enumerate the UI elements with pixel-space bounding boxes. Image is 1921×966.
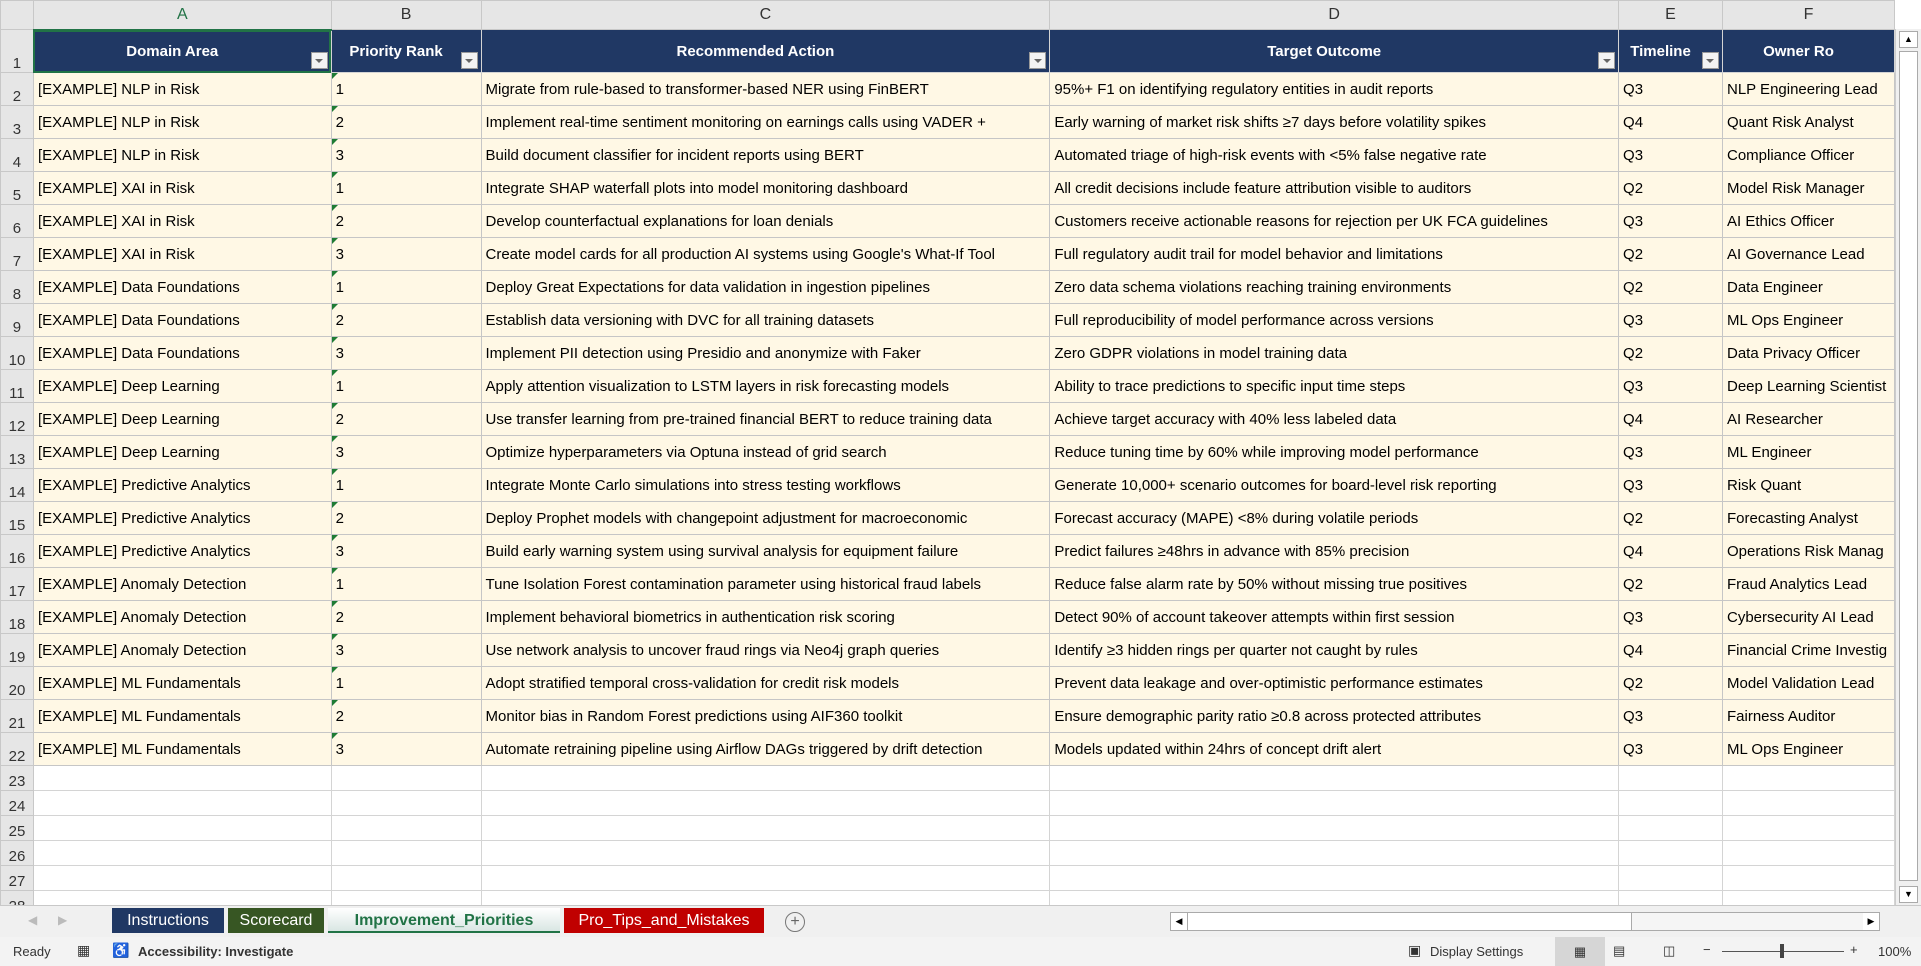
row-header[interactable]: 13: [1, 436, 34, 469]
cell-owner-role[interactable]: Model Risk Manager: [1722, 172, 1894, 205]
cell-timeline[interactable]: Q4: [1619, 403, 1723, 436]
table-row: [1, 469, 1895, 502]
cell-domain-area[interactable]: [EXAMPLE] ML Fundamentals: [33, 733, 331, 766]
column-header-b[interactable]: B: [331, 1, 481, 30]
empty-cell[interactable]: [1619, 816, 1723, 841]
row-header[interactable]: 21: [1, 700, 34, 733]
cell-target-outcome[interactable]: Ability to trace predictions to specific input time steps: [1050, 370, 1619, 403]
cell-priority-rank[interactable]: 1: [331, 469, 481, 502]
empty-cell[interactable]: [481, 791, 1050, 816]
cell-target-outcome[interactable]: Forecast accuracy (MAPE) <8% during volatile periods: [1050, 502, 1619, 535]
empty-cell[interactable]: [1722, 816, 1894, 841]
cell-recommended-action[interactable]: Deploy Great Expectations for data validation in ingestion pipelines: [481, 271, 1050, 304]
row-header[interactable]: 12: [1, 403, 34, 436]
empty-cell[interactable]: [1722, 866, 1894, 891]
cell-recommended-action[interactable]: Migrate from rule-based to transformer-based NER using FinBERT: [481, 73, 1050, 106]
row-header[interactable]: 1: [1, 30, 34, 73]
empty-cell[interactable]: [1722, 791, 1894, 816]
cell-domain-area[interactable]: [EXAMPLE] Anomaly Detection: [33, 568, 331, 601]
table-row: [1, 304, 1895, 337]
cell-owner-role[interactable]: NLP Engineering Lead: [1722, 73, 1894, 106]
cell-owner-role[interactable]: Fraud Analytics Lead: [1722, 568, 1894, 601]
cell-target-outcome[interactable]: Automated triage of high-risk events with <5% false negative rate: [1050, 139, 1619, 172]
status-ready: Ready: [13, 944, 51, 959]
cell-recommended-action[interactable]: Build document classifier for incident reports using BERT: [481, 139, 1050, 172]
filter-dropdown-icon[interactable]: [311, 52, 328, 69]
empty-cell[interactable]: [331, 791, 481, 816]
zoom-out-button[interactable]: −: [1703, 942, 1711, 957]
column-header-a[interactable]: A: [33, 1, 331, 30]
table-row: [1, 73, 1895, 106]
cell-recommended-action[interactable]: Tune Isolation Forest contamination parameter using historical fraud labels: [481, 568, 1050, 601]
cell-recommended-action[interactable]: Implement real-time sentiment monitoring on earnings calls using VADER +: [481, 106, 1050, 139]
empty-cell[interactable]: [481, 766, 1050, 791]
scroll-right-icon[interactable]: ▶: [1863, 913, 1879, 930]
table-row: [1, 139, 1895, 172]
row-header[interactable]: 2: [1, 73, 34, 106]
cell-recommended-action[interactable]: Optimize hyperparameters via Optuna instead of grid search: [481, 436, 1050, 469]
empty-cell[interactable]: [481, 841, 1050, 866]
cell-domain-area[interactable]: [EXAMPLE] XAI in Risk: [33, 172, 331, 205]
row-header[interactable]: 10: [1, 337, 34, 370]
sheet-tab-bar: [0, 905, 1921, 937]
zoom-level[interactable]: 100%: [1878, 944, 1912, 959]
table-row: [1, 700, 1895, 733]
empty-cell[interactable]: [1722, 841, 1894, 866]
cell-owner-role[interactable]: ML Ops Engineer: [1722, 304, 1894, 337]
cell-recommended-action[interactable]: Adopt stratified temporal cross-validation for credit risk models: [481, 667, 1050, 700]
cell-timeline[interactable]: Q2: [1619, 172, 1723, 205]
cell-owner-role[interactable]: Cybersecurity AI Lead: [1722, 601, 1894, 634]
cell-priority-rank[interactable]: 2: [331, 601, 481, 634]
empty-cell[interactable]: [1050, 791, 1619, 816]
table-row: [1, 238, 1895, 271]
scroll-thumb[interactable]: [1899, 51, 1918, 881]
cell-target-outcome[interactable]: Customers receive actionable reasons for rejection per UK FCA guidelines: [1050, 205, 1619, 238]
sheet-tab-pro-tips-and-mistakes[interactable]: Pro_Tips_and_Mistakes: [564, 908, 764, 933]
cell-owner-role[interactable]: Quant Risk Analyst: [1722, 106, 1894, 139]
accessibility-status[interactable]: Accessibility: Investigate: [138, 944, 294, 959]
header-label: Recommended Action: [676, 42, 835, 60]
header-label: Owner Ro: [1763, 42, 1834, 60]
table-row: [1, 370, 1895, 403]
zoom-slider-thumb[interactable]: [1780, 944, 1784, 958]
accessibility-icon[interactable]: ♿: [112, 942, 130, 958]
header-timeline[interactable]: [1619, 30, 1723, 73]
row-header[interactable]: 9: [1, 304, 34, 337]
table-row: [1, 733, 1895, 766]
vertical-scrollbar[interactable]: [1895, 29, 1921, 905]
status-bar: [0, 937, 1921, 966]
cell-timeline[interactable]: Q4: [1619, 634, 1723, 667]
cell-target-outcome[interactable]: Ensure demographic parity ratio ≥0.8 across protected attributes: [1050, 700, 1619, 733]
cell-priority-rank[interactable]: 3: [331, 634, 481, 667]
empty-cell[interactable]: [1050, 766, 1619, 791]
empty-cell[interactable]: [331, 766, 481, 791]
cell-domain-area[interactable]: [EXAMPLE] Deep Learning: [33, 403, 331, 436]
cell-timeline[interactable]: Q3: [1619, 139, 1723, 172]
empty-cell[interactable]: [33, 866, 331, 891]
cell-owner-role[interactable]: Data Engineer: [1722, 271, 1894, 304]
cell-domain-area[interactable]: [EXAMPLE] Anomaly Detection: [33, 601, 331, 634]
row-header[interactable]: 7: [1, 238, 34, 271]
cell-timeline[interactable]: Q4: [1619, 535, 1723, 568]
cell-owner-role[interactable]: Operations Risk Manag: [1722, 535, 1894, 568]
empty-cell[interactable]: [1619, 841, 1723, 866]
cell-domain-area[interactable]: [EXAMPLE] Data Foundations: [33, 304, 331, 337]
normal-view-icon[interactable]: ▦: [1555, 937, 1605, 966]
header-label: Timeline: [1630, 42, 1691, 60]
display-settings-button[interactable]: Display Settings: [1430, 944, 1524, 959]
sheet-tab-improvement-priorities[interactable]: Improvement_Priorities: [328, 908, 560, 933]
empty-row: [1, 816, 1895, 841]
empty-cell[interactable]: [33, 816, 331, 841]
table-row: [1, 502, 1895, 535]
horizontal-scrollbar[interactable]: [1170, 912, 1880, 931]
cell-owner-role[interactable]: Compliance Officer: [1722, 139, 1894, 172]
table-row: [1, 601, 1895, 634]
column-header-f[interactable]: F: [1722, 1, 1894, 30]
cell-recommended-action[interactable]: Integrate SHAP waterfall plots into model monitoring dashboard: [481, 172, 1050, 205]
row-header[interactable]: 5: [1, 172, 34, 205]
table-row: [1, 667, 1895, 700]
cell-target-outcome[interactable]: Full regulatory audit trail for model behavior and limitations: [1050, 238, 1619, 271]
cell-recommended-action[interactable]: Monitor bias in Random Forest predictions using AIF360 toolkit: [481, 700, 1050, 733]
cell-domain-area[interactable]: [EXAMPLE] XAI in Risk: [33, 205, 331, 238]
empty-cell[interactable]: [331, 816, 481, 841]
empty-cell[interactable]: [33, 841, 331, 866]
empty-cell[interactable]: [33, 766, 331, 791]
cell-domain-area[interactable]: [EXAMPLE] ML Fundamentals: [33, 700, 331, 733]
header-target-outcome[interactable]: [1050, 30, 1619, 73]
table-row: [1, 337, 1895, 370]
column-header-e[interactable]: E: [1619, 1, 1723, 30]
cell-timeline[interactable]: Q2: [1619, 667, 1723, 700]
column-header-d[interactable]: D: [1050, 1, 1619, 30]
page-layout-view-icon[interactable]: ▤: [1613, 943, 1626, 958]
row-header[interactable]: 18: [1, 601, 34, 634]
cell-owner-role[interactable]: Financial Crime Investig: [1722, 634, 1894, 667]
cell-domain-area[interactable]: [EXAMPLE] Data Foundations: [33, 271, 331, 304]
sheet-tab-instructions[interactable]: Instructions: [112, 908, 224, 933]
empty-cell[interactable]: [33, 791, 331, 816]
cell-owner-role[interactable]: Forecasting Analyst: [1722, 502, 1894, 535]
row-header[interactable]: 16: [1, 535, 34, 568]
filter-dropdown-icon[interactable]: [1702, 52, 1719, 69]
row-header[interactable]: 17: [1, 568, 34, 601]
table-row: [1, 106, 1895, 139]
cell-target-outcome[interactable]: Identify ≥3 hidden rings per quarter not caught by rules: [1050, 634, 1619, 667]
filter-dropdown-icon[interactable]: [1029, 52, 1046, 69]
cell-recommended-action[interactable]: Deploy Prophet models with changepoint adjustment for macroeconomic: [481, 502, 1050, 535]
table-row: [1, 172, 1895, 205]
header-label: Priority Rank: [349, 42, 443, 60]
select-all-corner[interactable]: [1, 1, 34, 30]
cell-priority-rank[interactable]: 3: [331, 139, 481, 172]
header-priority-rank[interactable]: [331, 30, 481, 73]
table-row: [1, 634, 1895, 667]
cell-domain-area[interactable]: [EXAMPLE] NLP in Risk: [33, 139, 331, 172]
cell-target-outcome[interactable]: Detect 90% of account takeover attempts within first session: [1050, 601, 1619, 634]
cell-domain-area[interactable]: [EXAMPLE] NLP in Risk: [33, 106, 331, 139]
cell-timeline[interactable]: Q2: [1619, 568, 1723, 601]
cell-domain-area[interactable]: [EXAMPLE] XAI in Risk: [33, 238, 331, 271]
cell-target-outcome[interactable]: Prevent data leakage and over-optimistic performance estimates: [1050, 667, 1619, 700]
row-header[interactable]: 26: [1, 841, 34, 866]
cell-recommended-action[interactable]: Automate retraining pipeline using Airflow DAGs triggered by drift detection: [481, 733, 1050, 766]
empty-row: [1, 841, 1895, 866]
cell-timeline[interactable]: Q3: [1619, 436, 1723, 469]
cell-recommended-action[interactable]: Build early warning system using survival analysis for equipment failure: [481, 535, 1050, 568]
cell-recommended-action[interactable]: Use network analysis to uncover fraud rings via Neo4j graph queries: [481, 634, 1050, 667]
cell-target-outcome[interactable]: Achieve target accuracy with 40% less labeled data: [1050, 403, 1619, 436]
row-header[interactable]: 23: [1, 766, 34, 791]
cell-owner-role[interactable]: AI Ethics Officer: [1722, 205, 1894, 238]
row-header[interactable]: 20: [1, 667, 34, 700]
cell-recommended-action[interactable]: Integrate Monte Carlo simulations into stress testing workflows: [481, 469, 1050, 502]
empty-cell[interactable]: [1722, 766, 1894, 791]
row-header[interactable]: 15: [1, 502, 34, 535]
display-settings-icon[interactable]: ▣: [1408, 942, 1422, 958]
row-header[interactable]: 27: [1, 866, 34, 891]
cell-owner-role[interactable]: ML Ops Engineer: [1722, 733, 1894, 766]
add-sheet-button[interactable]: +: [785, 912, 805, 932]
cell-target-outcome[interactable]: Models updated within 24hrs of concept drift alert: [1050, 733, 1619, 766]
empty-cell[interactable]: [1050, 816, 1619, 841]
cell-target-outcome[interactable]: Full reproducibility of model performance across versions: [1050, 304, 1619, 337]
empty-cell[interactable]: [481, 866, 1050, 891]
cell-timeline[interactable]: Q2: [1619, 502, 1723, 535]
next-sheet-icon[interactable]: ▶: [58, 913, 68, 927]
empty-cell[interactable]: [1050, 866, 1619, 891]
cell-priority-rank[interactable]: 2: [331, 700, 481, 733]
zoom-in-button[interactable]: +: [1850, 942, 1858, 957]
cell-domain-area[interactable]: [EXAMPLE] ML Fundamentals: [33, 667, 331, 700]
cell-recommended-action[interactable]: Apply attention visualization to LSTM layers in risk forecasting models: [481, 370, 1050, 403]
column-header-c[interactable]: C: [481, 1, 1050, 30]
cell-priority-rank[interactable]: 2: [331, 106, 481, 139]
cell-owner-role[interactable]: ML Engineer: [1722, 436, 1894, 469]
scroll-up-icon[interactable]: ▲: [1899, 31, 1918, 48]
header-label: Domain Area: [126, 42, 219, 60]
row-header[interactable]: 6: [1, 205, 34, 238]
cell-owner-role[interactable]: AI Governance Lead: [1722, 238, 1894, 271]
table-row: [1, 403, 1895, 436]
empty-cell[interactable]: [331, 841, 481, 866]
table-row: [1, 568, 1895, 601]
header-recommended-action[interactable]: [481, 30, 1050, 73]
page-break-view-icon[interactable]: ◫: [1663, 943, 1676, 958]
cell-target-outcome[interactable]: Zero GDPR violations in model training data: [1050, 337, 1619, 370]
cell-owner-role[interactable]: AI Researcher: [1722, 403, 1894, 436]
cell-recommended-action[interactable]: Develop counterfactual explanations for loan denials: [481, 205, 1050, 238]
cell-timeline[interactable]: Q2: [1619, 271, 1723, 304]
cell-recommended-action[interactable]: Implement behavioral biometrics in authentication risk scoring: [481, 601, 1050, 634]
cell-owner-role[interactable]: Model Validation Lead: [1722, 667, 1894, 700]
cell-target-outcome[interactable]: Generate 10,000+ scenario outcomes for board-level risk reporting: [1050, 469, 1619, 502]
row-header[interactable]: 19: [1, 634, 34, 667]
macro-icon[interactable]: ▦: [77, 942, 91, 958]
scroll-left-icon[interactable]: ◀: [1171, 913, 1187, 930]
cell-recommended-action[interactable]: Establish data versioning with DVC for all training datasets: [481, 304, 1050, 337]
scroll-down-icon[interactable]: ▼: [1899, 886, 1918, 903]
cell-priority-rank[interactable]: 1: [331, 370, 481, 403]
empty-cell[interactable]: [331, 866, 481, 891]
filter-dropdown-icon[interactable]: [1598, 52, 1615, 69]
cell-domain-area[interactable]: [EXAMPLE] Predictive Analytics: [33, 535, 331, 568]
cell-domain-area[interactable]: [EXAMPLE] Anomaly Detection: [33, 634, 331, 667]
empty-cell[interactable]: [1619, 791, 1723, 816]
cell-owner-role[interactable]: Fairness Auditor: [1722, 700, 1894, 733]
cell-timeline[interactable]: Q2: [1619, 337, 1723, 370]
cell-timeline[interactable]: Q3: [1619, 205, 1723, 238]
empty-row: [1, 791, 1895, 816]
cell-priority-rank[interactable]: 2: [331, 205, 481, 238]
cell-timeline[interactable]: Q3: [1619, 733, 1723, 766]
cell-domain-area[interactable]: [EXAMPLE] Deep Learning: [33, 370, 331, 403]
cell-timeline[interactable]: Q3: [1619, 304, 1723, 337]
empty-cell[interactable]: [1619, 866, 1723, 891]
cell-priority-rank[interactable]: 3: [331, 733, 481, 766]
row-header[interactable]: 24: [1, 791, 34, 816]
cell-priority-rank[interactable]: 2: [331, 304, 481, 337]
empty-row: [1, 766, 1895, 791]
table-row: [1, 271, 1895, 304]
prev-sheet-icon[interactable]: ◀: [28, 913, 38, 927]
header-domain-area[interactable]: [33, 30, 331, 73]
row-header[interactable]: 11: [1, 370, 34, 403]
cell-timeline[interactable]: Q3: [1619, 601, 1723, 634]
sheet-tab-scorecard[interactable]: Scorecard: [228, 908, 324, 933]
cell-target-outcome[interactable]: Predict failures ≥48hrs in advance with 85% precision: [1050, 535, 1619, 568]
cell-domain-area[interactable]: [EXAMPLE] Predictive Analytics: [33, 469, 331, 502]
cell-priority-rank[interactable]: 2: [331, 403, 481, 436]
cell-priority-rank[interactable]: 3: [331, 535, 481, 568]
table-row: [1, 436, 1895, 469]
table-header-row: [1, 30, 1895, 73]
filter-dropdown-icon[interactable]: [461, 52, 478, 69]
scroll-thumb[interactable]: [1187, 913, 1632, 930]
cell-target-outcome[interactable]: 95%+ F1 on identifying regulatory entities in audit reports: [1050, 73, 1619, 106]
row-header[interactable]: 4: [1, 139, 34, 172]
row-header[interactable]: 14: [1, 469, 34, 502]
empty-row: [1, 866, 1895, 891]
cell-priority-rank[interactable]: 3: [331, 436, 481, 469]
cell-timeline[interactable]: Q3: [1619, 469, 1723, 502]
cell-recommended-action[interactable]: Create model cards for all production AI systems using Google's What-If Tool: [481, 238, 1050, 271]
cell-domain-area[interactable]: [EXAMPLE] NLP in Risk: [33, 73, 331, 106]
cell-timeline[interactable]: Q3: [1619, 73, 1723, 106]
cell-priority-rank[interactable]: 2: [331, 502, 481, 535]
cell-target-outcome[interactable]: Early warning of market risk shifts ≥7 days before volatility spikes: [1050, 106, 1619, 139]
cell-priority-rank[interactable]: 3: [331, 337, 481, 370]
cell-priority-rank[interactable]: 1: [331, 172, 481, 205]
cell-priority-rank[interactable]: 1: [331, 667, 481, 700]
cell-owner-role[interactable]: Risk Quant: [1722, 469, 1894, 502]
cell-target-outcome[interactable]: Reduce false alarm rate by 50% without missing true positives: [1050, 568, 1619, 601]
cell-target-outcome[interactable]: All credit decisions include feature attribution visible to auditors: [1050, 172, 1619, 205]
table-row: [1, 205, 1895, 238]
cell-priority-rank[interactable]: 1: [331, 568, 481, 601]
header-label: Target Outcome: [1267, 42, 1382, 60]
cell-timeline[interactable]: Q2: [1619, 238, 1723, 271]
cell-target-outcome[interactable]: Reduce tuning time by 60% while improving model performance: [1050, 436, 1619, 469]
empty-cell[interactable]: [481, 816, 1050, 841]
cell-target-outcome[interactable]: Zero data schema violations reaching training environments: [1050, 271, 1619, 304]
cell-recommended-action[interactable]: Implement PII detection using Presidio and anonymize with Faker: [481, 337, 1050, 370]
cell-timeline[interactable]: Q3: [1619, 700, 1723, 733]
cell-recommended-action[interactable]: Use transfer learning from pre-trained financial BERT to reduce training data: [481, 403, 1050, 436]
row-header[interactable]: 22: [1, 733, 34, 766]
cell-priority-rank[interactable]: 3: [331, 238, 481, 271]
cell-priority-rank[interactable]: 1: [331, 73, 481, 106]
cell-priority-rank[interactable]: 1: [331, 271, 481, 304]
cell-domain-area[interactable]: [EXAMPLE] Data Foundations: [33, 337, 331, 370]
header-owner-role[interactable]: [1722, 30, 1894, 73]
empty-cell[interactable]: [1619, 766, 1723, 791]
cell-domain-area[interactable]: [EXAMPLE] Predictive Analytics: [33, 502, 331, 535]
cell-owner-role[interactable]: Data Privacy Officer: [1722, 337, 1894, 370]
row-header[interactable]: 25: [1, 816, 34, 841]
cell-owner-role[interactable]: Deep Learning Scientist: [1722, 370, 1894, 403]
table-row: [1, 535, 1895, 568]
cell-timeline[interactable]: Q4: [1619, 106, 1723, 139]
cell-domain-area[interactable]: [EXAMPLE] Deep Learning: [33, 436, 331, 469]
empty-cell[interactable]: [1050, 841, 1619, 866]
row-header[interactable]: 3: [1, 106, 34, 139]
cell-timeline[interactable]: Q3: [1619, 370, 1723, 403]
row-header[interactable]: 8: [1, 271, 34, 304]
